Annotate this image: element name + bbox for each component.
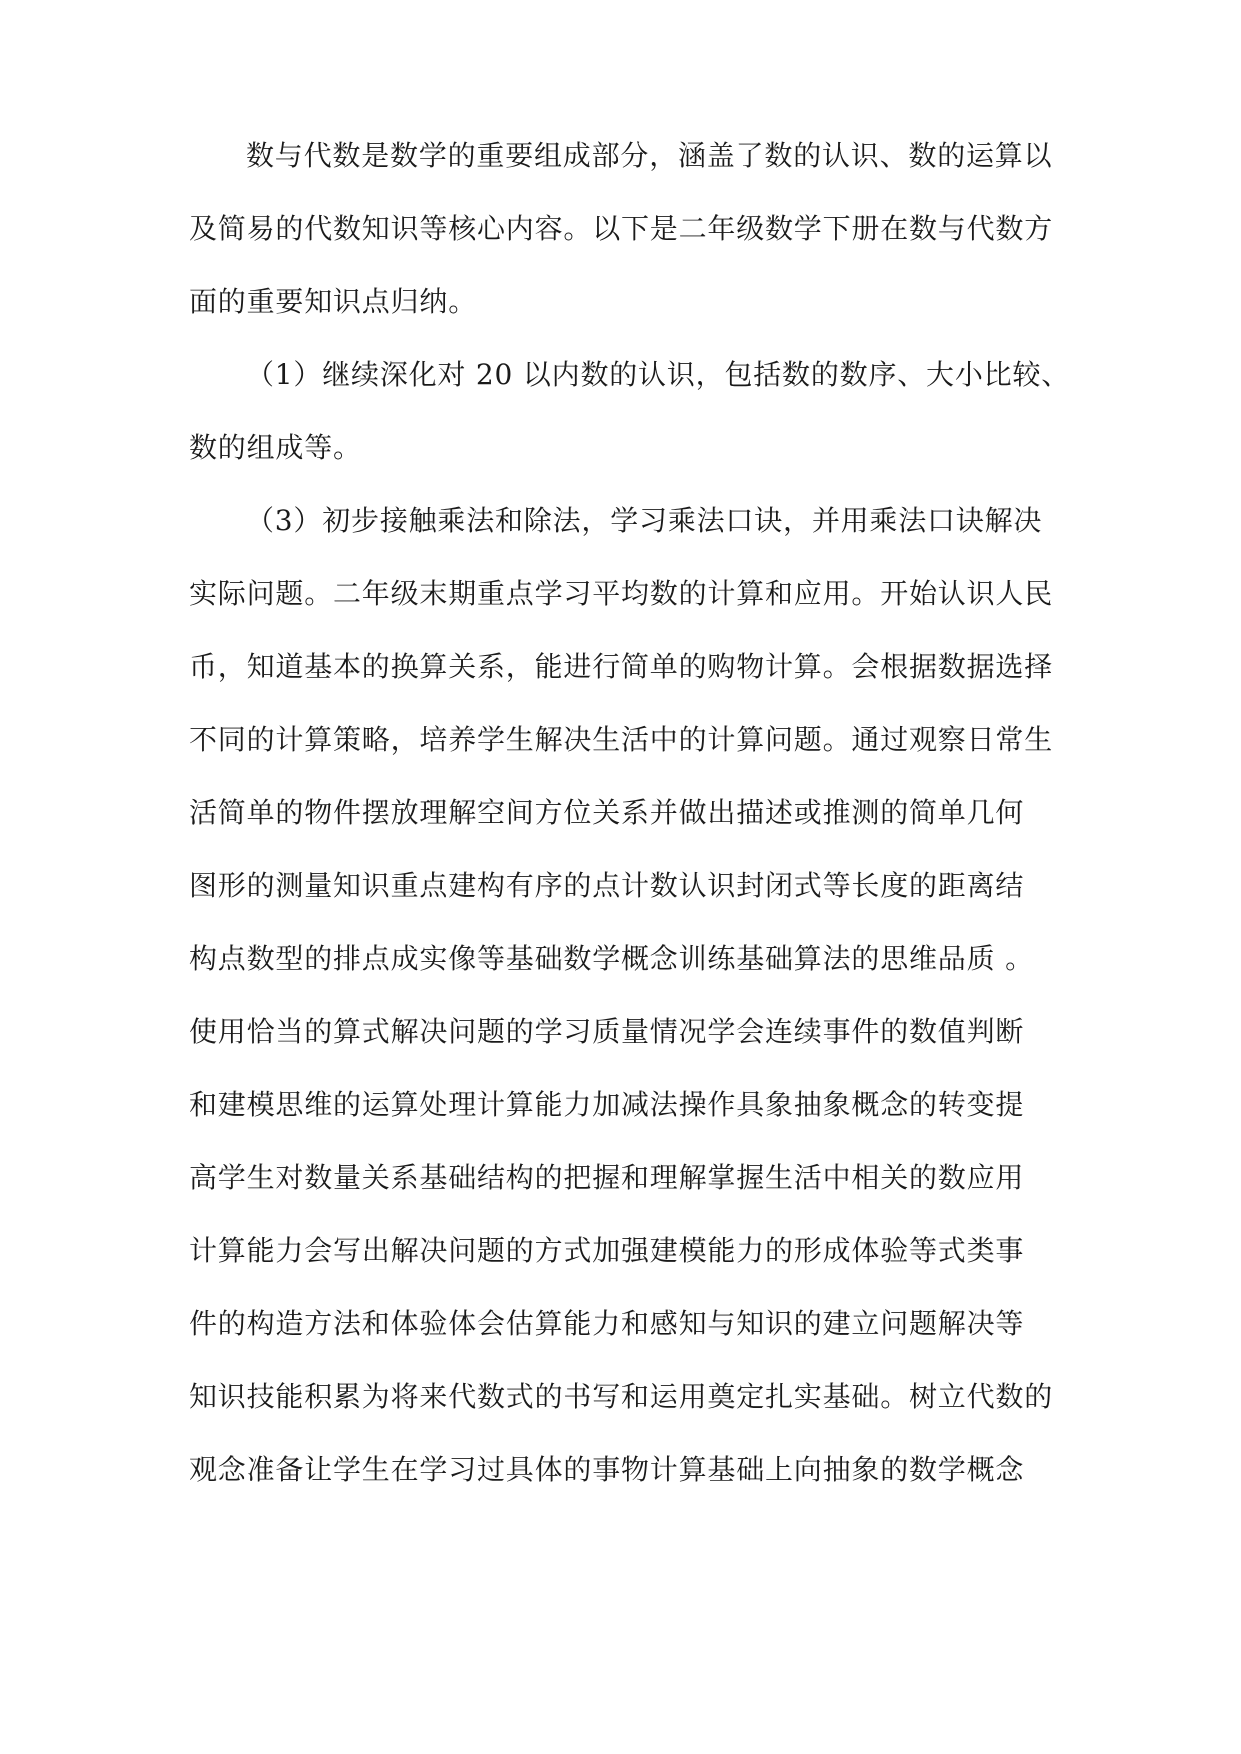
paragraph-1-line-3: 面的重要知识点归纳。 (189, 285, 478, 318)
paragraph-3-line-1: （3）初步接触乘法和除法，学习乘法口诀，并用乘法口诀解决 (246, 504, 1043, 537)
paragraph-3-line-13: 知识技能积累为将来代数式的书写和运用奠定扎实基础。树立代数的 (189, 1380, 1054, 1413)
paragraph-3-line-9: 和建模思维的运算处理计算能力加减法操作具象抽象概念的转变提 (189, 1088, 1025, 1121)
paragraph-3-line-3: 币，知道基本的换算关系，能进行简单的购物计算。会根据数据选择 (189, 650, 1054, 683)
paragraph-3-line-5: 活简单的物件摆放理解空间方位关系并做出描述或推测的简单几何 (189, 796, 1025, 829)
paragraph-3-line-6: 图形的测量知识重点建构有序的点计数认识封闭式等长度的距离结 (189, 869, 1025, 902)
paragraph-3-line-11: 计算能力会写出解决问题的方式加强建模能力的形成体验等式类事 (189, 1234, 1025, 1267)
paragraph-3-line-8: 使用恰当的算式解决问题的学习质量情况学会连续事件的数值判断 (189, 1015, 1025, 1048)
paragraph-1-line-2: 及简易的代数知识等核心内容。以下是二年级数学下册在数与代数方 (189, 212, 1054, 245)
paragraph-3-line-14: 观念准备让学生在学习过具体的事物计算基础上向抽象的数学概念 (189, 1453, 1025, 1486)
paragraph-3-line-4: 不同的计算策略，培养学生解决生活中的计算问题。通过观察日常生 (189, 723, 1054, 756)
paragraph-2-line-1: （1）继续深化对 20 以内数的认识，包括数的数序、大小比较、 (246, 358, 1071, 391)
paragraph-3-line-12: 件的构造方法和体验体会估算能力和感知与知识的建立问题解决等 (189, 1307, 1025, 1340)
paragraph-3-line-2: 实际问题。二年级末期重点学习平均数的计算和应用。开始认识人民 (189, 577, 1054, 610)
paragraph-2-line-2: 数的组成等。 (189, 431, 362, 464)
paragraph-3-line-10: 高学生对数量关系基础结构的把握和理解掌握生活中相关的数应用 (189, 1161, 1025, 1194)
paragraph-1-line-1: 数与代数是数学的重要组成部分，涵盖了数的认识、数的运算以 (246, 139, 1053, 172)
paragraph-3-line-7: 构点数型的排点成实像等基础数学概念训练基础算法的思维品质 。 (189, 942, 1034, 975)
